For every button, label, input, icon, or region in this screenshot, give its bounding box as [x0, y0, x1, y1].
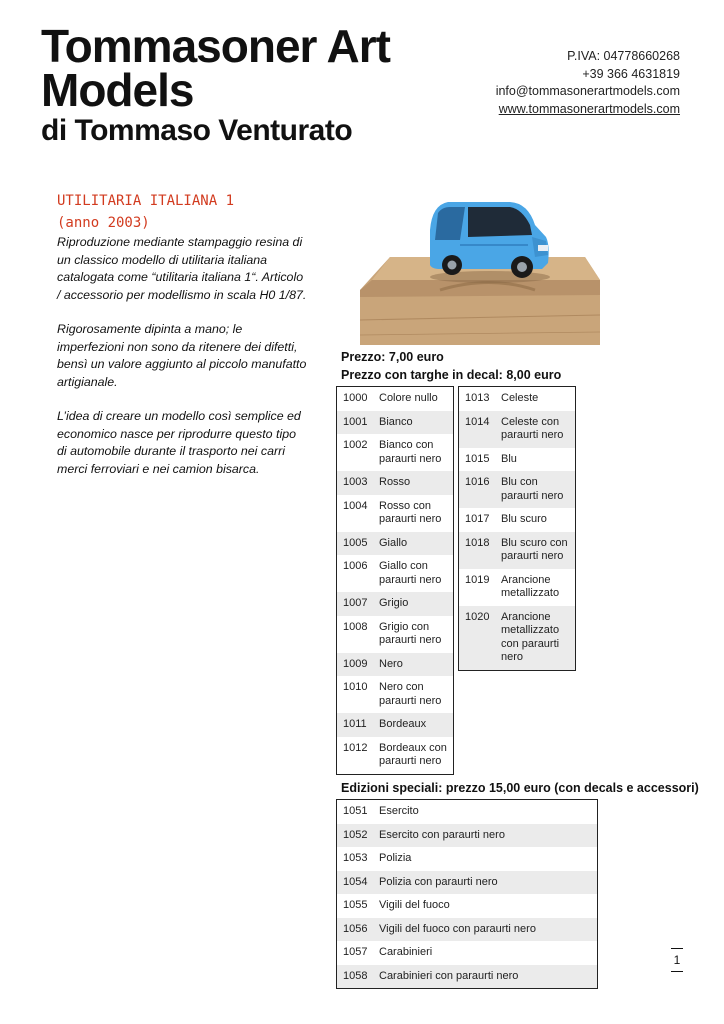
item-code: 1005 — [337, 532, 374, 556]
item-name: Grigio — [373, 592, 454, 616]
table-row — [337, 941, 598, 965]
table-row — [337, 434, 454, 471]
item-code: 1004 — [343, 499, 368, 512]
description-text — [57, 234, 307, 478]
item-name: Vigili del fuoco con paraurti nero — [373, 918, 598, 942]
item-code: 1000 — [343, 392, 368, 404]
item-code: 1053 — [343, 852, 368, 864]
piva-text: P.IVA: 04778660268 — [567, 49, 680, 63]
page-number-text: 1 — [673, 953, 681, 967]
color-table-left — [336, 386, 454, 775]
item-name: Esercito con paraurti nero — [373, 824, 598, 848]
brand-header — [41, 20, 390, 148]
item-code: 1058 — [337, 965, 374, 989]
item-code: 1010 — [343, 681, 368, 693]
item-code: 1009 — [337, 653, 374, 677]
website-link[interactable]: www.tommasonerartmodels.com — [498, 101, 680, 116]
item-name: Colore nullo — [379, 392, 438, 404]
product-photo — [360, 185, 600, 345]
description-paragraph: L’idea di creare un modello così semplice ed economico nasce per riprodurre questo tipo di automobile durante il trasporto nei carri merci ferroviari e nei camion bisarca. — [57, 409, 301, 476]
table-row — [337, 847, 598, 871]
item-code: 1007 — [337, 592, 374, 616]
table-row — [337, 616, 454, 653]
table-row — [337, 555, 454, 592]
item-name: Blu con paraurti nero — [495, 471, 576, 508]
item-code: 1012 — [343, 741, 368, 754]
item-name: Giallo con paraurti nero — [379, 560, 442, 586]
table-row — [459, 606, 576, 671]
email-text: info@tommasonerartmodels.com — [495, 84, 680, 98]
table-row — [337, 495, 454, 532]
item-name: Bianco — [373, 411, 454, 435]
item-name: Rosso con paraurti nero — [379, 499, 442, 525]
item-name: Nero — [373, 653, 454, 677]
price-decal-label: Prezzo con targhe in decal: 8,00 euro — [341, 368, 562, 382]
product-title-line1: UTILITARIA ITALIANA 1 — [57, 193, 235, 209]
table-row — [459, 471, 576, 508]
description-paragraph: Rigorosamente dipinta a mano; le imperfezioni non sono da ritenere dei difetti, bensì un valore aggiunto al piccolo manufatto artigianale. — [57, 322, 307, 389]
item-name: Rosso — [373, 471, 454, 495]
table-row — [337, 592, 454, 616]
item-name: Nero con paraurti nero — [379, 681, 442, 707]
table-row — [459, 411, 576, 448]
item-code: 1018 — [459, 532, 496, 569]
divider — [671, 948, 683, 949]
item-name: Esercito — [379, 805, 419, 817]
item-name: Celeste con paraurti nero — [495, 411, 576, 448]
item-name: Grigio con paraurti nero — [379, 620, 442, 646]
item-code: 1015 — [465, 452, 490, 465]
item-name: Vigili del fuoco — [379, 899, 450, 911]
table-row — [337, 411, 454, 435]
table-row — [337, 653, 454, 677]
item-name: Polizia — [379, 852, 412, 864]
divider — [671, 971, 683, 972]
item-code: 1001 — [337, 411, 374, 435]
table-row — [337, 871, 598, 895]
table-row — [459, 569, 576, 606]
item-code: 1003 — [337, 471, 374, 495]
cardboard-box-image — [360, 257, 600, 345]
item-code: 1014 — [459, 411, 496, 448]
item-name: Celeste — [501, 392, 539, 404]
item-name: Blu scuro con paraurti nero — [495, 532, 576, 569]
special-editions-table — [336, 799, 598, 989]
item-code: 1056 — [337, 918, 374, 942]
table-row — [337, 800, 598, 824]
table-row — [459, 532, 576, 569]
item-name: Carabinieri con paraurti nero — [373, 965, 598, 989]
item-code: 1008 — [343, 620, 368, 633]
item-name: Giallo — [373, 532, 454, 556]
brand-name-line2: Models — [41, 64, 194, 116]
item-name: Arancione metallizzato con paraurti nero — [495, 606, 576, 671]
table-row — [337, 894, 598, 918]
brand-name-line1: Tommasoner Art — [41, 20, 390, 72]
table-row — [337, 918, 598, 942]
item-name: Carabinieri — [379, 946, 433, 958]
product-description — [57, 190, 307, 495]
item-name: Bordeaux — [373, 713, 454, 737]
item-code: 1020 — [459, 606, 496, 671]
item-name: Blu scuro — [501, 513, 547, 525]
brand-subtitle: di Tommaso Venturato — [41, 114, 353, 147]
table-row — [337, 676, 454, 713]
table-row — [337, 965, 598, 989]
item-code: 1055 — [343, 899, 368, 911]
description-paragraph: Riproduzione mediante stampaggio resina di un classico modello di utilitaria italiana catalogata come “utilitaria italiana 1“. Articolo / accessorio per modellismo in scala H0 1/87. — [57, 235, 307, 302]
table-row — [459, 508, 576, 532]
item-name: Arancione metallizzato — [501, 573, 560, 599]
special-editions-label: Edizioni speciali: prezzo 15,00 euro (con decals e accessori) — [341, 781, 699, 795]
table-row — [337, 737, 454, 775]
contact-block — [496, 48, 680, 118]
item-name: Polizia con paraurti nero — [373, 871, 598, 895]
item-name: Blu — [501, 452, 517, 465]
item-name: Bianco con paraurti nero — [379, 439, 442, 465]
price-label: Prezzo: 7,00 euro — [341, 350, 444, 364]
product-title-line2: (anno 2003) — [57, 215, 150, 231]
table-row — [337, 824, 598, 848]
table-row — [337, 532, 454, 556]
table-row — [459, 448, 576, 472]
color-table-right — [458, 386, 576, 671]
table-row — [337, 713, 454, 737]
item-code: 1052 — [337, 824, 374, 848]
item-code: 1006 — [343, 560, 368, 572]
table-row — [337, 387, 454, 411]
phone-text: +39 366 4631819 — [582, 66, 680, 81]
item-code: 1016 — [459, 471, 496, 508]
item-code: 1051 — [343, 805, 368, 817]
item-code: 1017 — [465, 513, 490, 525]
item-code: 1019 — [465, 573, 490, 586]
item-code: 1057 — [343, 946, 368, 958]
item-name: Bordeaux con paraurti nero — [379, 741, 447, 767]
item-code: 1002 — [343, 439, 368, 451]
table-row — [459, 387, 576, 411]
item-code: 1054 — [337, 871, 374, 895]
item-code: 1011 — [337, 713, 374, 737]
page-number — [671, 944, 683, 976]
item-code: 1013 — [465, 392, 490, 404]
table-row — [337, 471, 454, 495]
